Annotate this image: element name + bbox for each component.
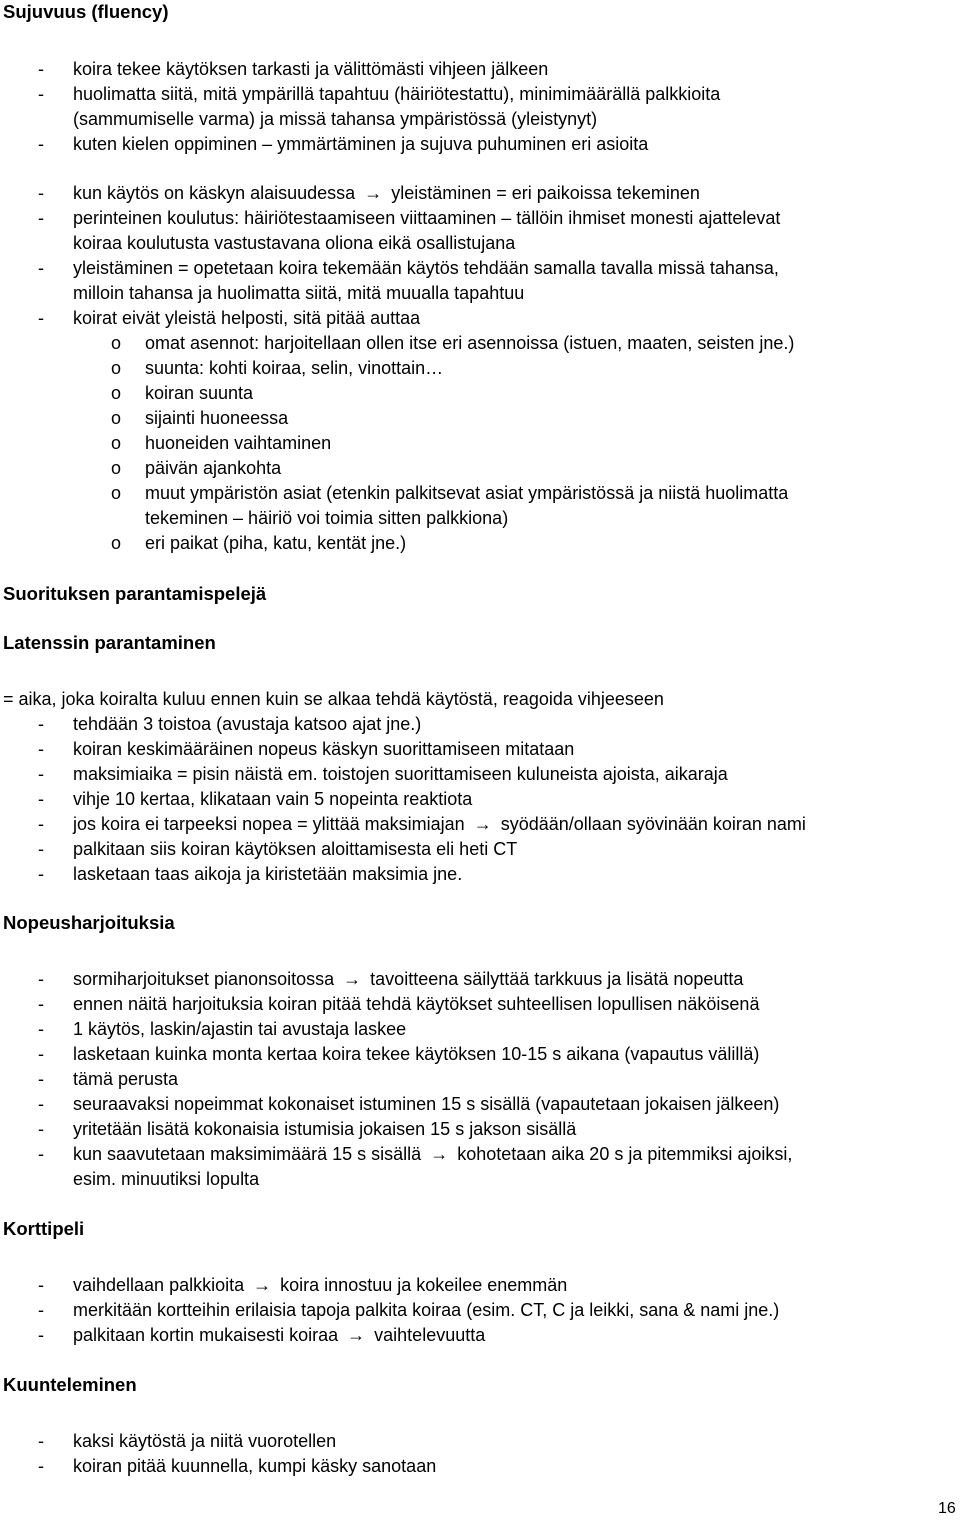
sub-list-item: o sijainti huoneessa (111, 408, 289, 428)
list-item: - merkitään kortteihin erilaisia tapoja palkita koiraa (esim. CT, C ja leikki, sana & nami jne.) (38, 1300, 780, 1320)
list-item: - seuraavaksi nopeimmat kokonaiset istuminen 15 s sisällä (vapautetaan jokaisen jälkeen) (38, 1094, 780, 1114)
sub-list-item: o koiran suunta (111, 383, 254, 403)
list-item: - jos koira ei tarpeeksi nopea = ylittää maksimiajan → syödään/ollaan syövinään koiran nami (38, 814, 806, 834)
section-heading-latency: Latenssin parantaminen (3, 632, 216, 653)
list-item: - ennen näitä harjoituksia koiran pitää tehdä käytökset suhteellisen lopullisen näköisenä (38, 994, 760, 1014)
arrow-right-icon: → (473, 814, 492, 834)
list-item: - koiran pitää kuunnella, kumpi käsky sanotaan (38, 1456, 437, 1476)
list-item: - yleistäminen = opetetaan koira tekemään käytös tehdään samalla tavalla missä tahansa, (38, 258, 779, 278)
list-item: - yritetään lisätä kokonaisia istumisia jokaisen 15 s jakson sisällä (38, 1119, 577, 1139)
list-item: - kun käytös on käskyn alaisuudessa → yleistäminen = eri paikoissa tekeminen (38, 183, 700, 203)
section-heading-fluency: Sujuvuus (fluency) (3, 1, 169, 22)
list-item: - kaksi käytöstä ja niitä vuorotellen (38, 1431, 337, 1451)
list-item: - kun saavutetaan maksimimäärä 15 s sisällä → kohotetaan aika 20 s ja pitemmiksi ajoiksi, (38, 1144, 793, 1164)
section-heading-improvement-games: Suorituksen parantamispelejä (3, 583, 267, 604)
list-item: - vaihdellaan palkkioita → koira innostuu ja kokeilee enemmän (38, 1275, 568, 1295)
list-item: - sormiharjoitukset pianonsoitossa → tavoitteena säilyttää tarkkuus ja lisätä nopeutta (38, 969, 744, 989)
arrow-right-icon: → (253, 1275, 272, 1295)
latency-definition: = aika, joka koiralta kuluu ennen kuin se alkaa tehdä käytöstä, reagoida vihjeeseen (3, 689, 664, 709)
list-item: - koiran keskimääräinen nopeus käskyn suorittamiseen mitataan (38, 739, 575, 759)
list-item: - koirat eivät yleistä helposti, sitä pitää auttaa (38, 308, 421, 328)
section-heading-listening: Kuunteleminen (3, 1374, 137, 1395)
section-heading-speed: Nopeusharjoituksia (3, 912, 175, 933)
list-item-continuation: koiraa koulutusta vastustavana oliona eikä osallistujana (73, 233, 516, 253)
arrow-right-icon: → (347, 1325, 366, 1345)
list-item: - kuten kielen oppiminen – ymmärtäminen ja sujuva puhuminen eri asioita (38, 134, 649, 154)
list-item: - palkitaan kortin mukaisesti koiraa → vaihtelevuutta (38, 1325, 486, 1345)
list-item: - huolimatta siitä, mitä ympärillä tapahtuu (häiriötestattu), minimimäärällä palkkioita (38, 84, 721, 104)
sub-list-item: o muut ympäristön asiat (etenkin palkitsevat asiat ympäristössä ja niistä huolimatta (111, 483, 789, 503)
section-heading-cards: Korttipeli (3, 1218, 85, 1239)
list-item: - koira tekee käytöksen tarkasti ja välittömästi vihjeen jälkeen (38, 59, 549, 79)
list-item: - vihje 10 kertaa, klikataan vain 5 nopeinta reaktiota (38, 789, 473, 809)
list-item: - 1 käytös, laskin/ajastin tai avustaja laskee (38, 1019, 407, 1039)
list-item: - maksimiaika = pisin näistä em. toistojen suorittamiseen kuluneista ajoista, aikaraja (38, 764, 728, 784)
arrow-right-icon: → (364, 183, 383, 203)
list-item: - tämä perusta (38, 1069, 179, 1089)
list-item-continuation: esim. minuutiksi lopulta (73, 1169, 260, 1189)
list-item: - palkitaan siis koiran käytöksen aloittamisesta eli heti CT (38, 839, 518, 859)
sub-list-item: o huoneiden vaihtaminen (111, 433, 332, 453)
arrow-right-icon: → (343, 969, 362, 989)
list-item: - lasketaan taas aikoja ja kiristetään maksimia jne. (38, 864, 463, 884)
sub-list-item: o eri paikat (piha, katu, kentät jne.) (111, 533, 407, 553)
list-item: - lasketaan kuinka monta kertaa koira tekee käytöksen 10-15 s aikana (vapautus välillä) (38, 1044, 760, 1064)
sub-list-item-continuation: tekeminen – häiriö voi toimia sitten palkkiona) (145, 508, 509, 528)
arrow-right-icon: → (430, 1144, 449, 1164)
list-item-continuation: (sammumiselle varma) ja missä tahansa ympäristössä (yleistynyt) (73, 109, 598, 129)
list-item: - tehdään 3 toistoa (avustaja katsoo ajat jne.) (38, 714, 422, 734)
list-item: - perinteinen koulutus: häiriötestaamiseen viittaaminen – tällöin ihmiset monesti ajattelevat (38, 208, 781, 228)
list-item-continuation: milloin tahansa ja huolimatta siitä, mitä muualla tapahtuu (73, 283, 525, 303)
sub-list-item: o suunta: kohti koiraa, selin, vinottain… (111, 358, 444, 378)
page-number: 16 (938, 1500, 956, 1517)
sub-list-item: o päivän ajankohta (111, 458, 282, 478)
sub-list-item: o omat asennot: harjoitellaan ollen itse eri asennoissa (istuen, maaten, seisten jne.) (111, 333, 795, 353)
